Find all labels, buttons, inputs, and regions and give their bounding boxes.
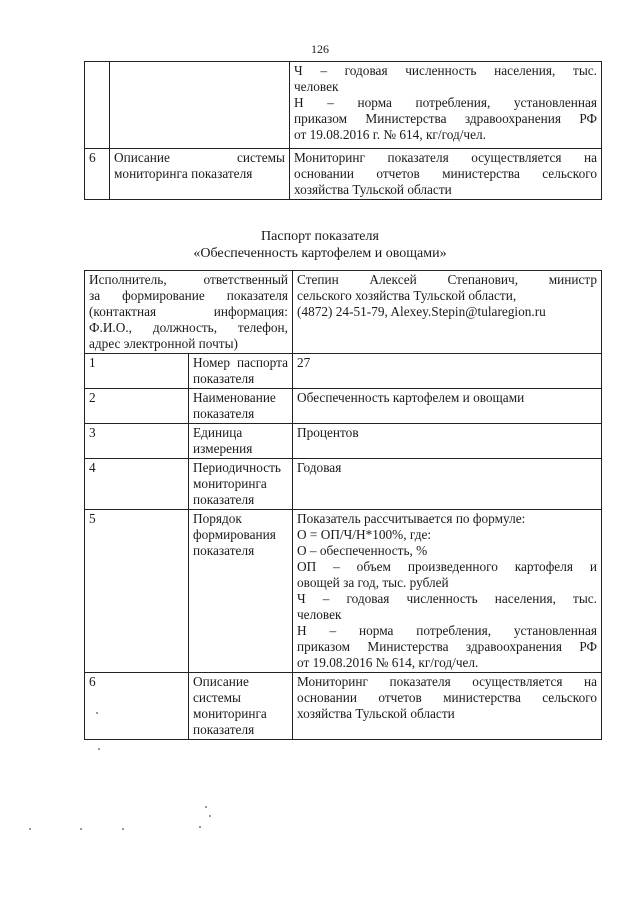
text-line: Периодичность bbox=[193, 460, 281, 475]
scan-speck bbox=[96, 712, 98, 714]
row-number-cell: 6 bbox=[85, 673, 189, 740]
text-line: Обеспеченность картофелем и овощами bbox=[297, 390, 525, 405]
text-line: показателя bbox=[193, 371, 255, 386]
table-row bbox=[85, 459, 602, 510]
text-line: Н – норма потребления, установленная bbox=[297, 623, 597, 638]
scan-speck bbox=[199, 826, 201, 828]
text-line: О – обеспеченность, % bbox=[297, 543, 428, 558]
text-line: Описание системы bbox=[114, 150, 285, 165]
text-line: показателя bbox=[193, 543, 255, 558]
scan-speck bbox=[98, 748, 100, 750]
text-line: сельского хозяйства Тульской области, bbox=[297, 288, 517, 303]
value-cell bbox=[293, 673, 602, 740]
text-line: (контактная информация: bbox=[89, 304, 288, 319]
text-line: Процентов bbox=[297, 425, 359, 440]
text-line: мониторинга показателя bbox=[193, 706, 267, 737]
label-cell bbox=[189, 510, 293, 673]
text-line: Номер паспорта bbox=[193, 355, 288, 370]
label-cell bbox=[110, 149, 290, 200]
value-cell bbox=[293, 271, 602, 354]
text-line: Ч – годовая численность населения, тыс. bbox=[294, 63, 597, 78]
label-cell bbox=[189, 673, 293, 740]
row-number-cell bbox=[85, 62, 110, 149]
text-line: от 19.08.2016 № 614, кг/год/чел. bbox=[297, 655, 479, 670]
value-cell bbox=[293, 424, 602, 459]
table-row bbox=[85, 62, 602, 149]
label-cell bbox=[189, 459, 293, 510]
passport-title: Паспорт показателя bbox=[261, 229, 379, 244]
text-line: Мониторинг показателя осуществляется на bbox=[294, 150, 597, 165]
text-line: Наименование показателя bbox=[193, 390, 276, 421]
label-cell bbox=[110, 62, 290, 149]
table-row bbox=[85, 510, 602, 673]
value-cell bbox=[293, 389, 602, 424]
text-line: хозяйства Тульской области bbox=[294, 182, 452, 197]
value-cell bbox=[293, 354, 602, 389]
text-line: основании отчетов министерства сельского bbox=[294, 166, 597, 181]
text-line: (4872) 24-51-79, Alexey.Stepin@tularegion.ru bbox=[297, 304, 546, 319]
text-line: Исполнитель, ответственный bbox=[89, 272, 288, 287]
row-number-cell: 3 bbox=[85, 424, 189, 459]
text-line: ОП – объем произведенного картофеля и bbox=[297, 559, 597, 574]
scan-speck bbox=[209, 815, 211, 817]
text-line: от 19.08.2016 г. № 614, кг/год/чел. bbox=[294, 127, 486, 142]
table-row bbox=[85, 271, 602, 354]
text-line: мониторинга показателя bbox=[193, 476, 267, 507]
table-row bbox=[85, 424, 602, 459]
text-line: за формирование показателя bbox=[89, 288, 288, 303]
row-number-cell: 1 bbox=[85, 354, 189, 389]
row-number-cell: 6 bbox=[85, 149, 110, 200]
passport-table bbox=[84, 270, 602, 740]
value-cell bbox=[293, 510, 602, 673]
text-line: приказом Министерства здравоохранения РФ bbox=[294, 111, 597, 126]
text-line: овощей за год, тыс. рублей bbox=[297, 575, 449, 590]
scan-speck bbox=[80, 828, 82, 830]
label-cell bbox=[189, 389, 293, 424]
row-number-cell: 2 bbox=[85, 389, 189, 424]
row-number-cell: 5 bbox=[85, 510, 189, 673]
page-number: 126 bbox=[311, 42, 329, 56]
indicator-title: «Обеспеченность картофелем и овощами» bbox=[193, 246, 447, 261]
label-cell bbox=[189, 354, 293, 389]
scan-speck bbox=[205, 806, 207, 808]
text-line: адрес электронной почты) bbox=[89, 336, 238, 351]
text-line: Ф.И.О., должность, телефон, bbox=[89, 320, 288, 335]
text-line: основании отчетов министерства сельского bbox=[297, 690, 597, 705]
table-row bbox=[85, 354, 602, 389]
text-line: Мониторинг показателя осуществляется на bbox=[297, 674, 597, 689]
text-line: Ч – годовая численность населения, тыс. bbox=[297, 591, 597, 606]
text-line: 27 bbox=[297, 355, 311, 370]
value-cell bbox=[290, 149, 602, 200]
text-line: человек bbox=[297, 607, 342, 622]
text-line: хозяйства Тульской области bbox=[297, 706, 455, 721]
text-line: человек bbox=[294, 79, 339, 94]
text-line: Единица измерения bbox=[193, 425, 253, 456]
value-cell bbox=[293, 459, 602, 510]
label-cell bbox=[85, 271, 293, 354]
scan-speck bbox=[29, 828, 31, 830]
text-line: приказом Министерства здравоохранения РФ bbox=[297, 639, 597, 654]
text-line: Порядок формирования bbox=[193, 511, 276, 542]
text-line: мониторинга показателя bbox=[114, 166, 253, 181]
text-line: Годовая bbox=[297, 460, 342, 475]
row-number-cell: 4 bbox=[85, 459, 189, 510]
value-cell bbox=[290, 62, 602, 149]
text-line: Показатель рассчитывается по формуле: bbox=[297, 511, 526, 526]
text-line: Н – норма потребления, установленная bbox=[294, 95, 597, 110]
scan-speck bbox=[122, 828, 124, 830]
previous-passport-table-continuation bbox=[84, 61, 602, 200]
text-line: Описание системы bbox=[193, 674, 249, 705]
label-cell bbox=[189, 424, 293, 459]
table-row bbox=[85, 389, 602, 424]
text-line: О = ОП/Ч/Н*100%, где: bbox=[297, 527, 432, 542]
text-line: Степин Алексей Степанович, министр bbox=[297, 272, 597, 287]
table-row bbox=[85, 149, 602, 200]
table-row bbox=[85, 673, 602, 740]
